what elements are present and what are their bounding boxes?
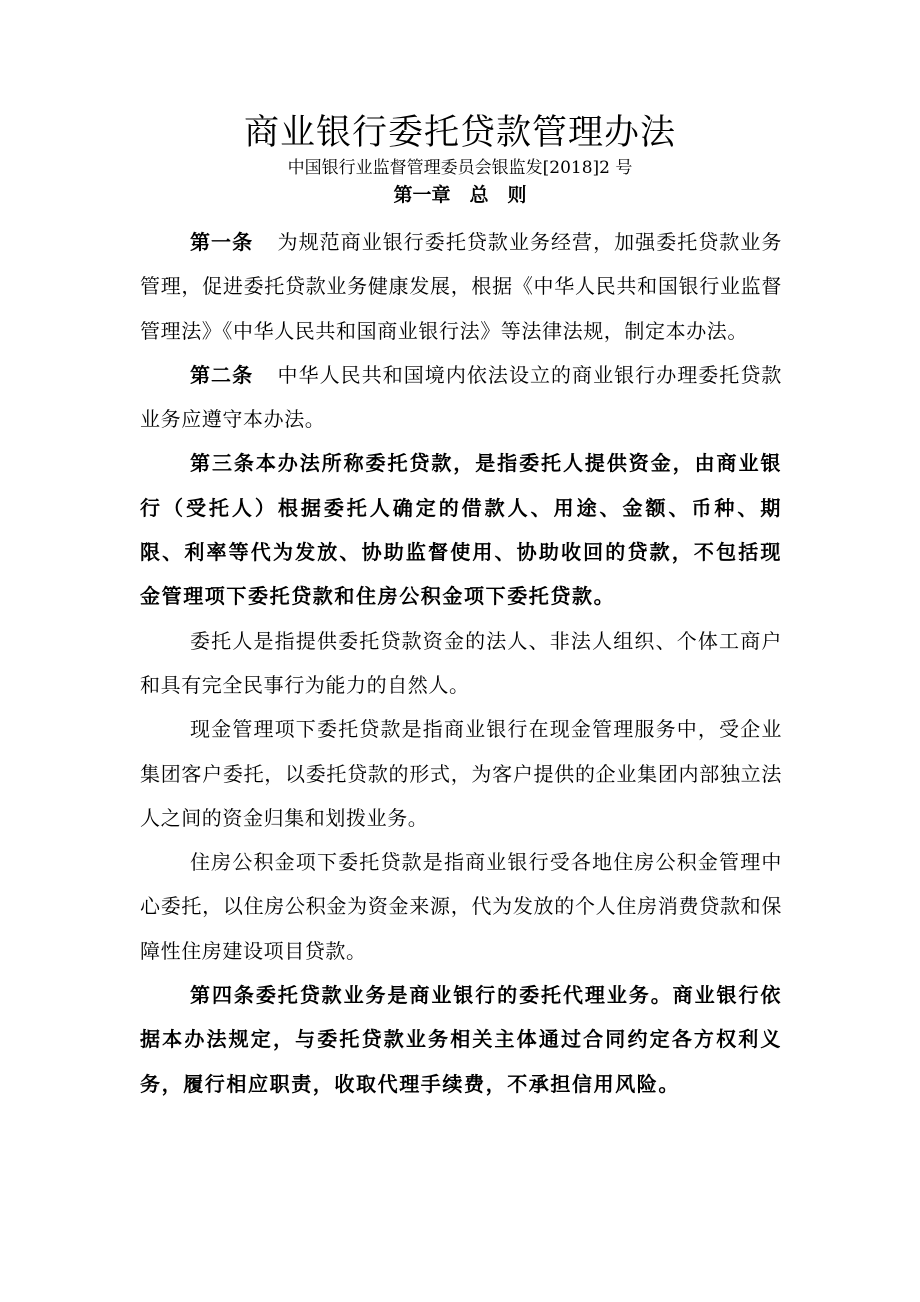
article-label: 第二条	[190, 362, 254, 387]
article-text: 第四条委托贷款业务是商业银行的委托代理业务。商业银行依据本办法规定，与委托贷款业务相关主体通过合同约定各方权利义务，履行相应职责，收取代理手续费，不承担信用风险。	[140, 983, 782, 1096]
document-title: 商业银行委托贷款管理办法	[243, 113, 676, 153]
article-1	[140, 220, 782, 353]
paragraph-text: 现金管理项下委托贷款是指商业银行在现金管理服务中，受企业集团客户委托，以委托贷款的形式，为客户提供的企业集团内部独立法人之间的资金归集和划拨业务。	[140, 717, 782, 830]
article-text: 为规范商业银行委托贷款业务经营，加强委托贷款业务管理，促进委托贷款业务健康发展，根据《中华人民共和国银行业监督管理法》《中华人民共和国商业银行法》等法律法规，制定本办法。	[140, 230, 782, 343]
article-3	[140, 441, 782, 618]
chapter-heading: 第一章 总 则	[393, 184, 527, 206]
article-4	[140, 973, 782, 1106]
article-2	[140, 353, 782, 442]
paragraph-cash-management-definition	[140, 707, 782, 840]
paragraph-principal-definition	[140, 619, 782, 708]
article-text: 中华人民共和国境内依法设立的商业银行办理委托贷款业务应遵守本办法。	[140, 362, 782, 432]
article-text: 第三条本办法所称委托贷款，是指委托人提供资金，由商业银行（受托人）根据委托人确定的借款人、用途、金额、币种、期限、利率等代为发放、协助监督使用、协助收回的贷款，不包括现金管理项下委托贷款和住房公积金项下委托贷款。	[140, 451, 782, 609]
paragraph-housing-fund-definition	[140, 840, 782, 973]
paragraph-text: 委托人是指提供委托贷款资金的法人、非法人组织、个体工商户和具有完全民事行为能力的自然人。	[140, 628, 782, 697]
document-body	[140, 220, 782, 1106]
article-label: 第一条	[190, 230, 254, 254]
document-subtitle: 中国银行业监督管理委员会银监发[2018]2 号	[287, 158, 633, 178]
paragraph-text: 住房公积金项下委托贷款是指商业银行受各地住房公积金管理中心委托，以住房公积金为资金来源，代为发放的个人住房消费贷款和保障性住房建设项目贷款。	[140, 850, 782, 963]
